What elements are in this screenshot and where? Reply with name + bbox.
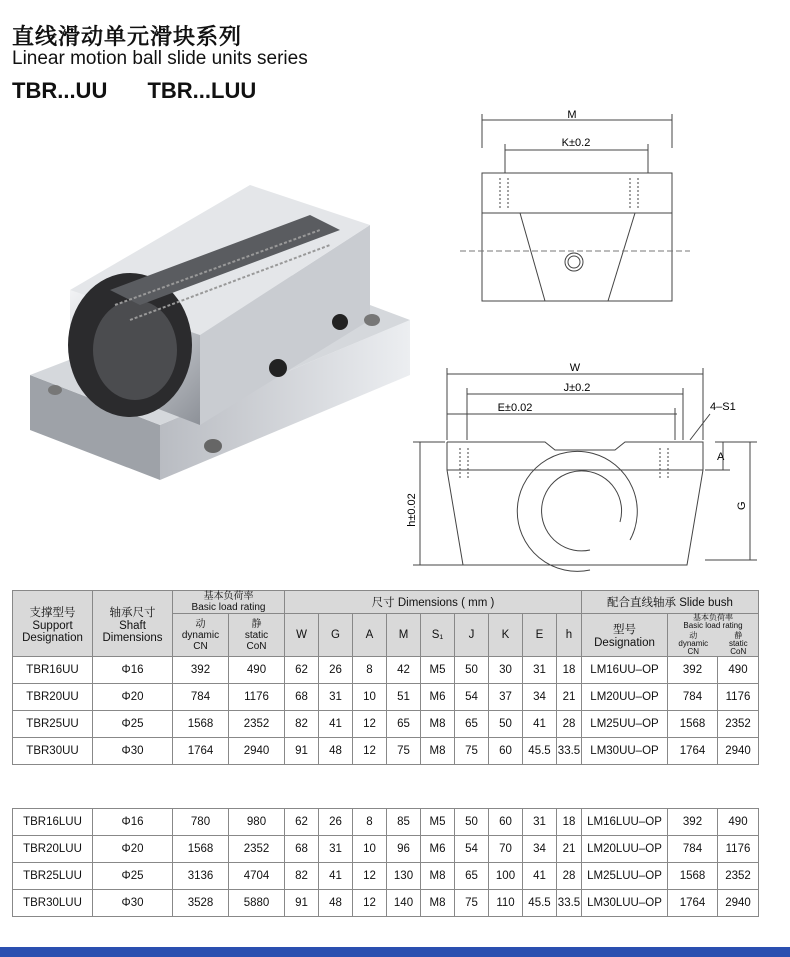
table-cell: 1568 <box>173 711 229 738</box>
table-cell: Φ20 <box>93 684 173 711</box>
table-cell: 4704 <box>229 863 285 890</box>
table-cell: 392 <box>173 657 229 684</box>
table-cell: Φ25 <box>93 711 173 738</box>
table-cell: 33.5 <box>557 738 582 765</box>
table-cell: 41 <box>319 863 353 890</box>
table-cell: LM25UU–OP <box>582 711 668 738</box>
table-cell: 26 <box>319 657 353 684</box>
table-cell: TBR30UU <box>13 738 93 765</box>
table-cell: 28 <box>557 863 582 890</box>
table-cell: 140 <box>387 890 421 917</box>
table-cell: TBR25LUU <box>13 863 93 890</box>
table-cell: 8 <box>353 657 387 684</box>
header-col: M <box>387 614 421 657</box>
table-cell: 70 <box>489 836 523 863</box>
table-cell: 50 <box>489 711 523 738</box>
spec-table-uu <box>12 590 759 765</box>
table-cell: 54 <box>455 836 489 863</box>
table-cell: 1568 <box>668 711 718 738</box>
table-cell: 91 <box>285 890 319 917</box>
table-cell: 48 <box>319 890 353 917</box>
table-cell: 26 <box>319 809 353 836</box>
table-cell: 490 <box>718 809 759 836</box>
table-cell: 780 <box>173 809 229 836</box>
table-cell: TBR25UU <box>13 711 93 738</box>
table-cell: 12 <box>353 890 387 917</box>
table-cell: M5 <box>421 809 455 836</box>
table-cell: 34 <box>523 836 557 863</box>
table-cell: 392 <box>668 809 718 836</box>
model-uu: TBR...UU <box>12 78 108 103</box>
side-view-drawing <box>460 108 690 308</box>
dim-g: G <box>736 501 748 510</box>
header-static: 静 static CoN <box>229 614 285 657</box>
table-cell: 2940 <box>718 890 759 917</box>
table-cell: 48 <box>319 738 353 765</box>
front-view-drawing <box>405 360 765 575</box>
table-cell: 82 <box>285 863 319 890</box>
table-cell: LM16UU–OP <box>582 657 668 684</box>
table-cell: 60 <box>489 809 523 836</box>
model-series <box>12 78 290 104</box>
table-cell: 1764 <box>668 738 718 765</box>
table-cell: LM30UU–OP <box>582 738 668 765</box>
table-cell: Φ25 <box>93 863 173 890</box>
table-cell: 784 <box>668 836 718 863</box>
model-luu: TBR...LUU <box>147 78 257 103</box>
table-cell: 2352 <box>229 711 285 738</box>
header-shaft: 轴承尺寸 Shaft Dimensions <box>93 591 173 657</box>
table-row <box>13 657 759 684</box>
table-cell: 3528 <box>173 890 229 917</box>
table-cell: 34 <box>523 684 557 711</box>
header-col: E <box>523 614 557 657</box>
table-cell: 75 <box>455 738 489 765</box>
header-col: J <box>455 614 489 657</box>
table-cell: 50 <box>455 657 489 684</box>
product-photo <box>10 170 430 515</box>
dim-w: W <box>569 362 581 374</box>
dim-j: J±0.2 <box>563 382 591 394</box>
table-cell: 41 <box>319 711 353 738</box>
table-cell: 2940 <box>718 738 759 765</box>
table-cell: 68 <box>285 684 319 711</box>
table-cell: TBR30LUU <box>13 890 93 917</box>
table-cell: 2352 <box>718 863 759 890</box>
table-cell: 91 <box>285 738 319 765</box>
table-cell: 1176 <box>718 836 759 863</box>
header-bush-static: 静 static CoN <box>728 631 748 656</box>
dim-a: A <box>717 451 725 463</box>
table-cell: TBR16LUU <box>13 809 93 836</box>
table-cell: Φ16 <box>93 657 173 684</box>
table-cell: 50 <box>455 809 489 836</box>
spec-table-luu <box>12 808 759 917</box>
table-cell: 130 <box>387 863 421 890</box>
table-cell: 110 <box>489 890 523 917</box>
table-cell: 8 <box>353 809 387 836</box>
table-cell: 784 <box>173 684 229 711</box>
table-row <box>13 684 759 711</box>
table-cell: 31 <box>523 809 557 836</box>
header-dynamic: 动 dynamic CN <box>173 614 229 657</box>
header-bush-load: 基本负荷率 Basic load rating 动 dynamic CN 静 static CoN <box>668 614 759 657</box>
table-cell: TBR20LUU <box>13 836 93 863</box>
header-dims: 尺寸 Dimensions ( mm ) <box>285 591 582 614</box>
table-cell: 75 <box>387 738 421 765</box>
table-row <box>13 711 759 738</box>
table-cell: 2352 <box>718 711 759 738</box>
table-cell: 82 <box>285 711 319 738</box>
table-cell: 45.5 <box>523 890 557 917</box>
table-cell: 1568 <box>668 863 718 890</box>
header-support: 支撑型号 Support Designation <box>13 591 93 657</box>
table-cell: 2940 <box>229 738 285 765</box>
table-cell: M6 <box>421 684 455 711</box>
table-cell: Φ30 <box>93 738 173 765</box>
table-cell: 31 <box>523 657 557 684</box>
table-cell: LM20UU–OP <box>582 684 668 711</box>
dim-s1: 4–S1 <box>710 401 736 413</box>
table-cell: M5 <box>421 657 455 684</box>
header-col: S₁ <box>421 614 455 657</box>
table-cell: 42 <box>387 657 421 684</box>
table-cell: TBR20UU <box>13 684 93 711</box>
table-cell: 21 <box>557 836 582 863</box>
table-cell: 51 <box>387 684 421 711</box>
table-cell: 12 <box>353 863 387 890</box>
table-row <box>13 863 759 890</box>
table-row <box>13 738 759 765</box>
table-cell: 28 <box>557 711 582 738</box>
table-cell: 45.5 <box>523 738 557 765</box>
table-cell: 62 <box>285 809 319 836</box>
dim-h: h±0.02 <box>406 493 418 527</box>
table-cell: M6 <box>421 836 455 863</box>
table-cell: 85 <box>387 809 421 836</box>
table-cell: 41 <box>523 711 557 738</box>
table-cell: 10 <box>353 836 387 863</box>
header-col: W <box>285 614 319 657</box>
table-cell: 21 <box>557 684 582 711</box>
table-cell: 392 <box>668 657 718 684</box>
table-cell: 75 <box>455 890 489 917</box>
table-cell: 12 <box>353 738 387 765</box>
table-cell: 1764 <box>668 890 718 917</box>
table-cell: 18 <box>557 809 582 836</box>
header-col: K <box>489 614 523 657</box>
table-cell: 31 <box>319 836 353 863</box>
table-cell: M8 <box>421 738 455 765</box>
header-bush-dynamic: 动 dynamic CN <box>678 631 709 656</box>
table-cell: 65 <box>387 711 421 738</box>
table-cell: 980 <box>229 809 285 836</box>
dim-k: K±0.2 <box>561 137 591 149</box>
table-cell: 96 <box>387 836 421 863</box>
table-cell: LM30LUU–OP <box>582 890 668 917</box>
table-cell: 2352 <box>229 836 285 863</box>
header-col: h <box>557 614 582 657</box>
table-cell: 31 <box>319 684 353 711</box>
table-cell: 1176 <box>229 684 285 711</box>
table-cell: 30 <box>489 657 523 684</box>
table-cell: TBR16UU <box>13 657 93 684</box>
table-cell: 33.5 <box>557 890 582 917</box>
table-cell: 18 <box>557 657 582 684</box>
table-cell: M8 <box>421 711 455 738</box>
table-body-luu <box>13 809 759 917</box>
bottom-bar <box>0 947 790 957</box>
header-bush: 配合直线轴承 Slide bush <box>582 591 759 614</box>
table-cell: 1568 <box>173 836 229 863</box>
table-cell: 54 <box>455 684 489 711</box>
table-cell: 490 <box>229 657 285 684</box>
table-cell: 3136 <box>173 863 229 890</box>
table-cell: Φ16 <box>93 809 173 836</box>
header-col: G <box>319 614 353 657</box>
table-cell: LM25LUU–OP <box>582 863 668 890</box>
table-cell: 1764 <box>173 738 229 765</box>
table-row <box>13 836 759 863</box>
table-cell: 41 <box>523 863 557 890</box>
table-cell: 60 <box>489 738 523 765</box>
table-cell: LM16LUU–OP <box>582 809 668 836</box>
table-row <box>13 890 759 917</box>
dim-m: M <box>567 109 577 121</box>
table-cell: 100 <box>489 863 523 890</box>
table-cell: 10 <box>353 684 387 711</box>
table-cell: 1176 <box>718 684 759 711</box>
table-body-uu <box>13 657 759 765</box>
table-cell: LM20LUU–OP <box>582 836 668 863</box>
table-cell: 784 <box>668 684 718 711</box>
table-cell: 65 <box>455 863 489 890</box>
table-cell: 12 <box>353 711 387 738</box>
table-cell: 5880 <box>229 890 285 917</box>
table-cell: 68 <box>285 836 319 863</box>
table-cell: Φ20 <box>93 836 173 863</box>
dim-e: E±0.02 <box>497 402 533 414</box>
header-col: A <box>353 614 387 657</box>
header-type: 型号 Designation <box>582 614 668 657</box>
table-cell: 65 <box>455 711 489 738</box>
title-english: Linear motion ball slide units series <box>12 48 308 69</box>
title-chinese: 直线滑动单元滑块系列 <box>12 24 243 49</box>
header-load: 基本负荷率 Basic load rating <box>173 591 285 614</box>
table-cell: 490 <box>718 657 759 684</box>
table-cell: M8 <box>421 863 455 890</box>
table-row <box>13 809 759 836</box>
table-cell: 37 <box>489 684 523 711</box>
table-cell: 62 <box>285 657 319 684</box>
table-cell: Φ30 <box>93 890 173 917</box>
table-cell: M8 <box>421 890 455 917</box>
